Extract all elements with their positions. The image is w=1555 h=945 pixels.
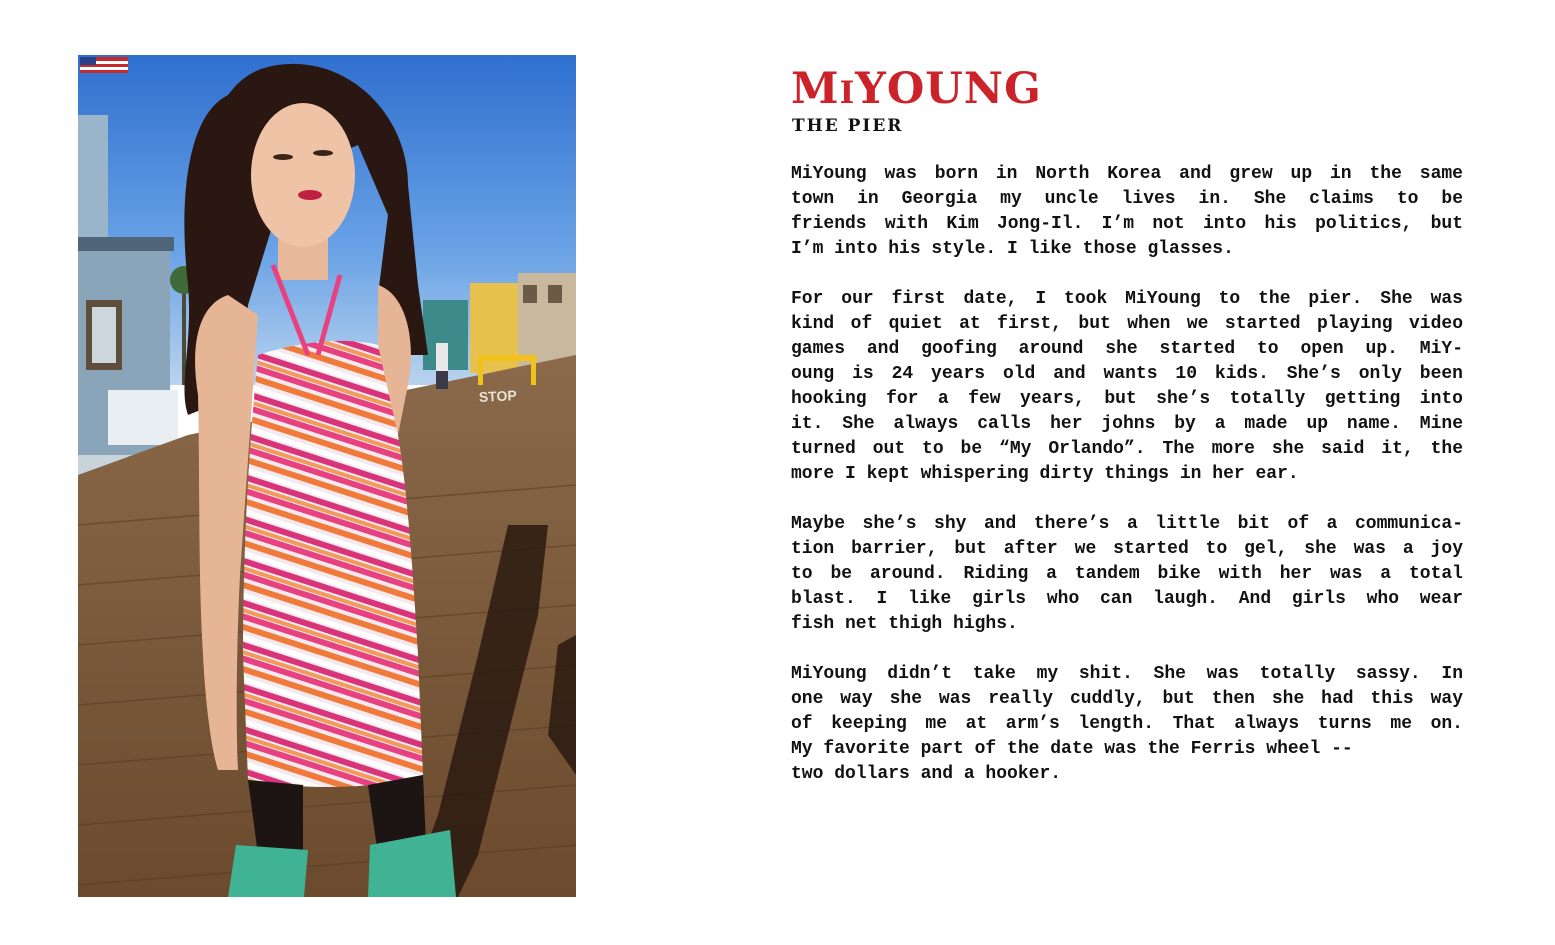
paragraph [791, 512, 1463, 637]
title-small-letter: I [839, 75, 856, 111]
page-subtitle: THE PIER [792, 116, 904, 136]
text-line: turned out to be “My Orlando”. The more she said it, the [791, 439, 1463, 459]
paragraph [791, 287, 1463, 487]
text-line: oung is 24 years old and wants 10 kids. She’s only been [791, 364, 1463, 384]
stop-road-marking: STOP [478, 387, 518, 405]
text-line: friends with Kim Jong-Il. I’m not into his politics, but [791, 214, 1463, 234]
text-line: town in Georgia my uncle lives in. She claims to be [791, 189, 1463, 209]
paragraph [791, 162, 1463, 262]
page-title [791, 64, 1463, 118]
text-line: For our first date, I took MiYoung to the pier. She was [791, 289, 1463, 309]
text-line: MiYoung didn’t take my shit. She was totally sassy. In [791, 664, 1463, 684]
text-line: it. She always calls her johns by a made up name. Mine [791, 414, 1463, 434]
text-line: tion barrier, but after we started to gel, she was a joy [791, 539, 1463, 559]
paragraph [791, 662, 1463, 787]
text-line: to be around. Riding a tandem bike with her was a total [791, 564, 1463, 584]
text-line: two dollars and a hooker. [791, 764, 1062, 784]
article [791, 64, 1463, 812]
title-rest: YOUNG [855, 64, 1042, 114]
text-line: more I kept whispering dirty things in her ear. [791, 464, 1299, 484]
text-line: hooking for a few years, but she’s totally getting into [791, 389, 1463, 409]
text-line: I’m into his style. I like those glasses. [791, 239, 1234, 259]
title-initial: M [791, 64, 840, 114]
text-line: of keeping me at arm’s length. That always turns me on. [791, 714, 1463, 734]
text-line: one way she was really cuddly, but then she had this way [791, 689, 1463, 709]
text-line: blast. I like girls who can laugh. And girls who wear [791, 589, 1463, 609]
text-line: fish net thigh highs. [791, 614, 1018, 634]
text-line: kind of quiet at first, but when we started playing video [791, 314, 1463, 334]
article-body [791, 162, 1463, 787]
flag-icon [80, 57, 128, 73]
text-line: Maybe she’s shy and there’s a little bit of a communica- [791, 514, 1463, 534]
text-line: My favorite part of the date was the Ferris wheel -- [791, 739, 1353, 759]
portrait-photo [78, 55, 576, 897]
text-line: games and goofing around she started to open up. MiY- [791, 339, 1463, 359]
text-line: MiYoung was born in North Korea and grew up in the same [791, 164, 1463, 184]
